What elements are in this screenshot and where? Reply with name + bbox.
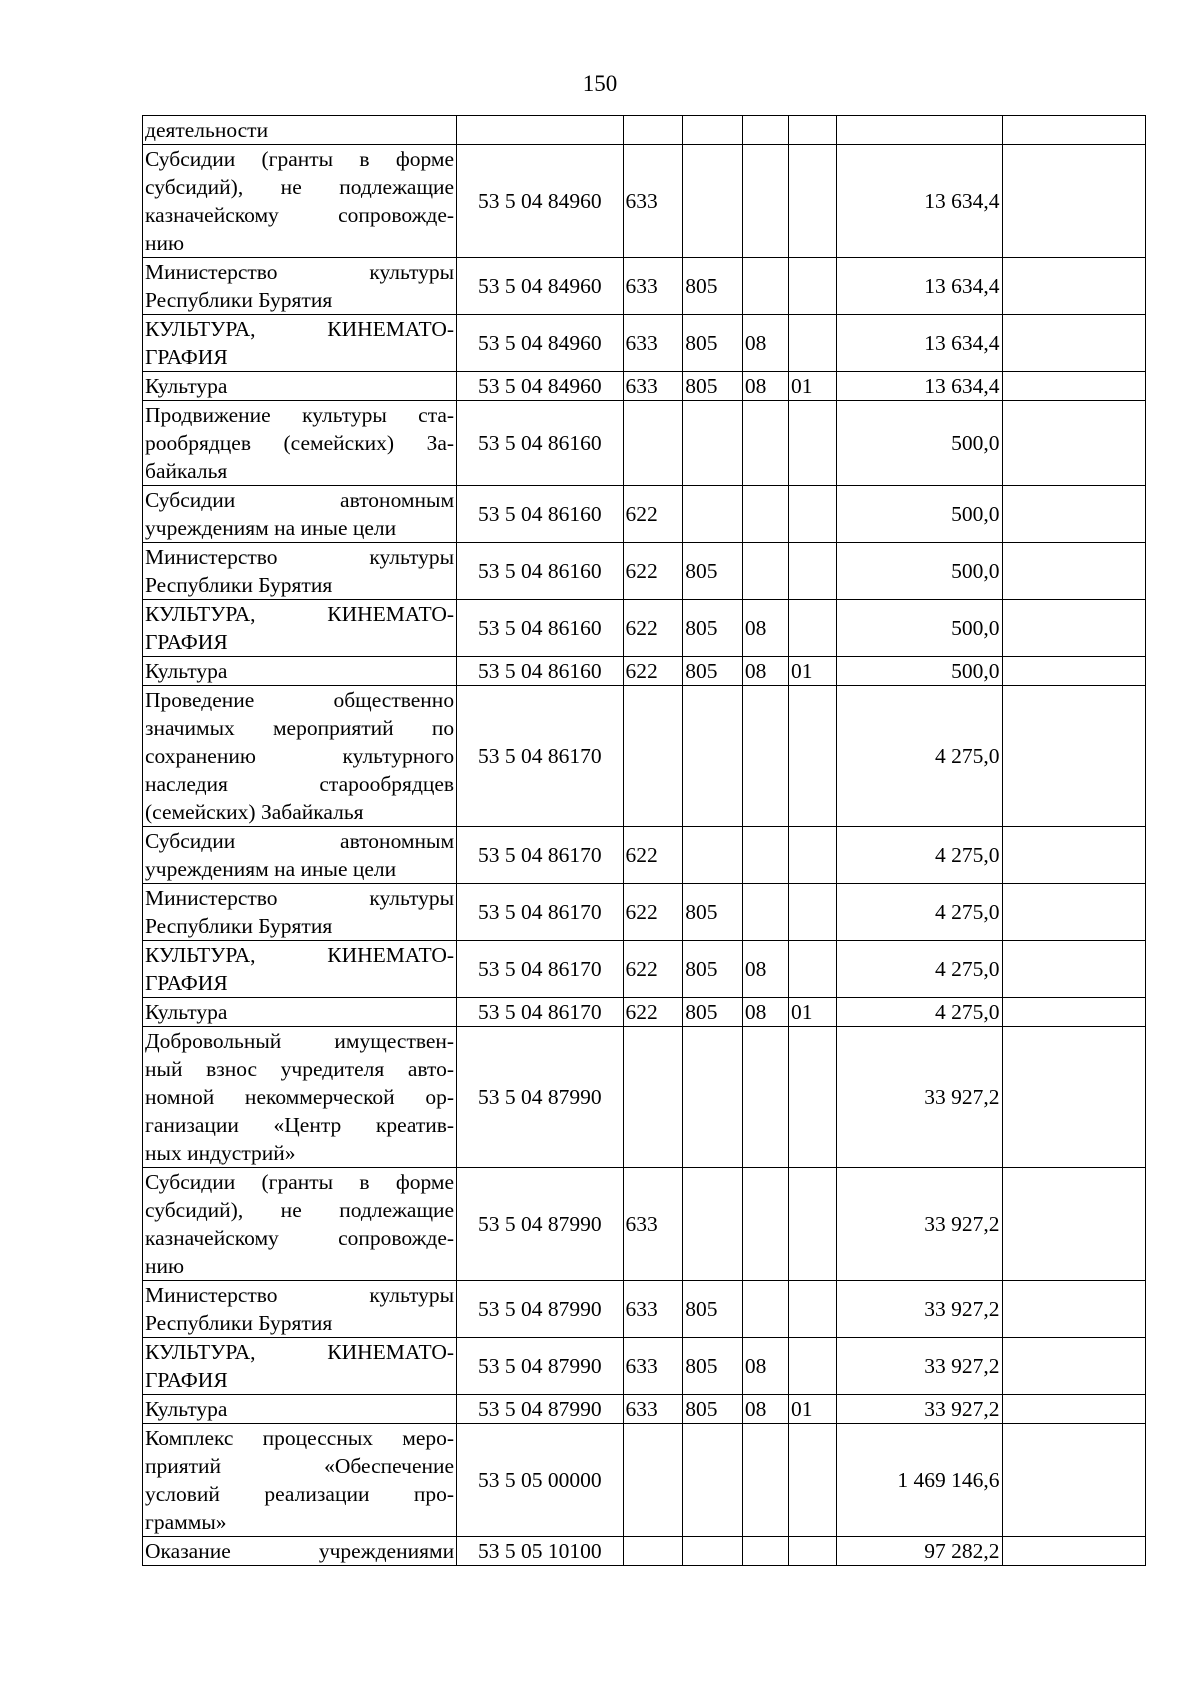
item-name-cell — [143, 543, 457, 600]
amount-cell: 4 275,0 — [837, 941, 1002, 998]
expense-type-cell: 622 — [623, 884, 683, 941]
target-article-cell: 53 5 04 86160 — [457, 543, 623, 600]
section-cell: 08 — [742, 600, 788, 657]
target-article-cell: 53 5 04 86170 — [457, 998, 623, 1027]
extra-cell — [1002, 315, 1146, 372]
section-cell: 08 — [742, 1338, 788, 1395]
subsection-cell — [788, 258, 836, 315]
extra-cell — [1002, 1281, 1146, 1338]
section-cell — [742, 884, 788, 941]
table-row — [143, 1027, 1146, 1168]
item-name-line: Культура — [145, 374, 228, 398]
extra-cell — [1002, 372, 1146, 401]
item-name-line: Культура — [145, 1000, 228, 1024]
target-article-cell: 53 5 04 87990 — [457, 1281, 623, 1338]
subsection-cell: 01 — [788, 998, 836, 1027]
ministry-code-cell: 805 — [683, 884, 743, 941]
item-name-cell — [143, 827, 457, 884]
ministry-code-cell — [683, 686, 743, 827]
subsection-cell — [788, 1338, 836, 1395]
table-row — [143, 486, 1146, 543]
table-row — [143, 543, 1146, 600]
amount-cell: 500,0 — [837, 486, 1002, 543]
item-name-line: ганизации «Центр креатив- — [145, 1113, 455, 1137]
section-cell — [742, 543, 788, 600]
ministry-code-cell: 805 — [683, 372, 743, 401]
extra-cell — [1002, 941, 1146, 998]
item-name-line: Министерство культуры — [145, 1283, 455, 1307]
item-name-cell — [143, 1027, 457, 1168]
ministry-code-cell: 805 — [683, 1338, 743, 1395]
subsection-cell: 01 — [788, 372, 836, 401]
amount-cell — [837, 116, 1002, 145]
ministry-code-cell: 805 — [683, 998, 743, 1027]
subsection-cell — [788, 486, 836, 543]
expense-type-cell: 622 — [623, 941, 683, 998]
item-name-line: субсидий), не подлежащие — [145, 175, 455, 199]
item-name-line: ГРАФИЯ — [145, 345, 228, 369]
extra-cell — [1002, 543, 1146, 600]
target-article-cell: 53 5 04 87990 — [457, 1027, 623, 1168]
item-name-cell — [143, 600, 457, 657]
section-cell — [742, 116, 788, 145]
subsection-cell — [788, 827, 836, 884]
amount-cell: 4 275,0 — [837, 686, 1002, 827]
item-name-cell — [143, 884, 457, 941]
budget-table — [142, 115, 1146, 1566]
extra-cell — [1002, 1338, 1146, 1395]
expense-type-cell: 633 — [623, 258, 683, 315]
amount-cell: 33 927,2 — [837, 1168, 1002, 1281]
amount-cell: 13 634,4 — [837, 372, 1002, 401]
item-name-line: Субсидии (гранты в форме — [145, 1170, 455, 1194]
item-name-line: учреждениям на иные цели — [145, 857, 397, 881]
subsection-cell — [788, 941, 836, 998]
target-article-cell: 53 5 04 84960 — [457, 315, 623, 372]
item-name-line: Субсидии (гранты в форме — [145, 147, 455, 171]
section-cell — [742, 1027, 788, 1168]
section-cell — [742, 1281, 788, 1338]
item-name-cell — [143, 258, 457, 315]
target-article-cell: 53 5 04 86160 — [457, 401, 623, 486]
target-article-cell: 53 5 04 86160 — [457, 657, 623, 686]
item-name-line: сохранению культурного — [145, 744, 455, 768]
expense-type-cell: 633 — [623, 1168, 683, 1281]
item-name-line: рообрядцев (семейских) За- — [145, 431, 455, 455]
extra-cell — [1002, 1027, 1146, 1168]
table-row — [143, 1168, 1146, 1281]
amount-cell: 500,0 — [837, 600, 1002, 657]
subsection-cell — [788, 543, 836, 600]
section-cell — [742, 686, 788, 827]
target-article-cell: 53 5 05 10100 — [457, 1537, 623, 1566]
extra-cell — [1002, 884, 1146, 941]
item-name-cell — [143, 486, 457, 543]
item-name-line: КУЛЬТУРА, КИНЕМАТО- — [145, 317, 455, 341]
amount-cell: 1 469 146,6 — [837, 1424, 1002, 1537]
amount-cell: 13 634,4 — [837, 315, 1002, 372]
table-row — [143, 1395, 1146, 1424]
item-name-cell — [143, 1281, 457, 1338]
item-name-line: Продвижение культуры ста- — [145, 403, 455, 427]
target-article-cell: 53 5 04 84960 — [457, 372, 623, 401]
item-name-line: КУЛЬТУРА, КИНЕМАТО- — [145, 602, 455, 626]
subsection-cell — [788, 315, 836, 372]
target-article-cell: 53 5 04 84960 — [457, 258, 623, 315]
target-article-cell: 53 5 05 00000 — [457, 1424, 623, 1537]
item-name-line: Республики Бурятия — [145, 1311, 333, 1335]
table-row — [143, 372, 1146, 401]
target-article-cell: 53 5 04 87990 — [457, 1168, 623, 1281]
extra-cell — [1002, 827, 1146, 884]
section-cell — [742, 827, 788, 884]
item-name-line: деятельности — [145, 118, 269, 142]
expense-type-cell — [623, 686, 683, 827]
item-name-line: наследия старообрядцев — [145, 772, 455, 796]
item-name-line: учреждениям на иные цели — [145, 516, 397, 540]
section-cell: 08 — [742, 315, 788, 372]
item-name-line: ный взнос учредителя авто- — [145, 1057, 455, 1081]
section-cell — [742, 1537, 788, 1566]
table-row — [143, 258, 1146, 315]
subsection-cell — [788, 600, 836, 657]
item-name-cell — [143, 372, 457, 401]
item-name-line: граммы» — [145, 1510, 227, 1534]
expense-type-cell: 622 — [623, 657, 683, 686]
ministry-code-cell: 805 — [683, 315, 743, 372]
item-name-line: байкалья — [145, 459, 228, 483]
section-cell: 08 — [742, 1395, 788, 1424]
item-name-line: Республики Бурятия — [145, 573, 333, 597]
expense-type-cell: 622 — [623, 998, 683, 1027]
target-article-cell: 53 5 04 86160 — [457, 486, 623, 543]
item-name-line: КУЛЬТУРА, КИНЕМАТО- — [145, 943, 455, 967]
section-cell — [742, 1168, 788, 1281]
item-name-line: Субсидии автономным — [145, 488, 455, 512]
item-name-line: Республики Бурятия — [145, 288, 333, 312]
item-name-cell — [143, 941, 457, 998]
table-row — [143, 1338, 1146, 1395]
extra-cell — [1002, 1537, 1146, 1566]
section-cell — [742, 145, 788, 258]
item-name-line: КУЛЬТУРА, КИНЕМАТО- — [145, 1340, 455, 1364]
expense-type-cell: 633 — [623, 315, 683, 372]
expense-type-cell: 633 — [623, 1395, 683, 1424]
section-cell: 08 — [742, 941, 788, 998]
ministry-code-cell: 805 — [683, 543, 743, 600]
item-name-line: Министерство культуры — [145, 545, 455, 569]
subsection-cell — [788, 686, 836, 827]
subsection-cell — [788, 1537, 836, 1566]
item-name-cell — [143, 686, 457, 827]
extra-cell — [1002, 145, 1146, 258]
target-article-cell — [457, 116, 623, 145]
amount-cell: 4 275,0 — [837, 998, 1002, 1027]
item-name-line: ГРАФИЯ — [145, 971, 228, 995]
ministry-code-cell: 805 — [683, 600, 743, 657]
target-article-cell: 53 5 04 87990 — [457, 1338, 623, 1395]
subsection-cell: 01 — [788, 657, 836, 686]
item-name-line: нию — [145, 231, 185, 255]
item-name-cell — [143, 1537, 457, 1566]
subsection-cell — [788, 145, 836, 258]
amount-cell: 500,0 — [837, 401, 1002, 486]
item-name-line: Оказание учреждениями — [145, 1539, 455, 1563]
ministry-code-cell — [683, 827, 743, 884]
extra-cell — [1002, 1424, 1146, 1537]
item-name-line: Культура — [145, 1397, 228, 1421]
item-name-cell — [143, 116, 457, 145]
extra-cell — [1002, 657, 1146, 686]
item-name-line: ных индустрий» — [145, 1141, 296, 1165]
subsection-cell — [788, 1168, 836, 1281]
table-row — [143, 998, 1146, 1027]
ministry-code-cell — [683, 116, 743, 145]
amount-cell: 97 282,2 — [837, 1537, 1002, 1566]
table-row — [143, 884, 1146, 941]
table-row — [143, 941, 1146, 998]
item-name-line: Республики Бурятия — [145, 914, 333, 938]
table-row — [143, 401, 1146, 486]
amount-cell: 500,0 — [837, 657, 1002, 686]
item-name-line: Министерство культуры — [145, 260, 455, 284]
expense-type-cell: 633 — [623, 1338, 683, 1395]
item-name-line: субсидий), не подлежащие — [145, 1198, 455, 1222]
amount-cell: 33 927,2 — [837, 1281, 1002, 1338]
ministry-code-cell: 805 — [683, 1281, 743, 1338]
subsection-cell — [788, 401, 836, 486]
item-name-line: Культура — [145, 659, 228, 683]
amount-cell: 500,0 — [837, 543, 1002, 600]
expense-type-cell — [623, 1424, 683, 1537]
item-name-line: Субсидии автономным — [145, 829, 455, 853]
item-name-cell — [143, 145, 457, 258]
extra-cell — [1002, 686, 1146, 827]
table-row — [143, 600, 1146, 657]
extra-cell — [1002, 486, 1146, 543]
ministry-code-cell — [683, 145, 743, 258]
table-row — [143, 827, 1146, 884]
extra-cell — [1002, 998, 1146, 1027]
ministry-code-cell — [683, 1537, 743, 1566]
amount-cell: 4 275,0 — [837, 884, 1002, 941]
target-article-cell: 53 5 04 86170 — [457, 884, 623, 941]
item-name-line: Проведение общественно — [145, 688, 455, 712]
item-name-line: значимых мероприятий по — [145, 716, 455, 740]
expense-type-cell: 622 — [623, 600, 683, 657]
expense-type-cell: 622 — [623, 486, 683, 543]
ministry-code-cell: 805 — [683, 1395, 743, 1424]
item-name-line: казначейскому сопровожде- — [145, 203, 455, 227]
table-row — [143, 686, 1146, 827]
table-body — [143, 116, 1146, 1566]
table-row — [143, 657, 1146, 686]
section-cell — [742, 486, 788, 543]
expense-type-cell — [623, 116, 683, 145]
extra-cell — [1002, 116, 1146, 145]
item-name-line: приятий «Обеспечение — [145, 1454, 455, 1478]
amount-cell: 33 927,2 — [837, 1027, 1002, 1168]
table-row — [143, 1537, 1146, 1566]
amount-cell: 13 634,4 — [837, 145, 1002, 258]
item-name-line: Комплекс процессных меро- — [145, 1426, 455, 1450]
item-name-cell — [143, 315, 457, 372]
page-number: 150 — [582, 71, 618, 96]
table-row — [143, 315, 1146, 372]
amount-cell: 33 927,2 — [837, 1395, 1002, 1424]
item-name-line: ГРАФИЯ — [145, 1368, 228, 1392]
section-cell: 08 — [742, 657, 788, 686]
section-cell: 08 — [742, 372, 788, 401]
subsection-cell — [788, 1027, 836, 1168]
item-name-line: условий реализации про- — [145, 1482, 455, 1506]
subsection-cell — [788, 116, 836, 145]
target-article-cell: 53 5 04 84960 — [457, 145, 623, 258]
target-article-cell: 53 5 04 87990 — [457, 1395, 623, 1424]
item-name-cell — [143, 1395, 457, 1424]
expense-type-cell: 622 — [623, 827, 683, 884]
extra-cell — [1002, 1395, 1146, 1424]
item-name-line: Добровольный имуществен- — [145, 1029, 455, 1053]
table-row — [143, 116, 1146, 145]
expense-type-cell — [623, 1537, 683, 1566]
section-cell — [742, 258, 788, 315]
section-cell: 08 — [742, 998, 788, 1027]
section-cell — [742, 1424, 788, 1537]
target-article-cell: 53 5 04 86170 — [457, 686, 623, 827]
ministry-code-cell — [683, 486, 743, 543]
expense-type-cell — [623, 401, 683, 486]
subsection-cell: 01 — [788, 1395, 836, 1424]
amount-cell: 13 634,4 — [837, 258, 1002, 315]
ministry-code-cell — [683, 1027, 743, 1168]
item-name-line: Министерство культуры — [145, 886, 455, 910]
subsection-cell — [788, 884, 836, 941]
item-name-cell — [143, 1338, 457, 1395]
table-row — [143, 1424, 1146, 1537]
item-name-line: (семейских) Забайкалья — [145, 800, 364, 824]
expense-type-cell: 633 — [623, 1281, 683, 1338]
item-name-line: ГРАФИЯ — [145, 630, 228, 654]
item-name-cell — [143, 1168, 457, 1281]
item-name-cell — [143, 401, 457, 486]
expense-type-cell: 633 — [623, 145, 683, 258]
expense-type-cell: 622 — [623, 543, 683, 600]
subsection-cell — [788, 1424, 836, 1537]
item-name-cell — [143, 998, 457, 1027]
target-article-cell: 53 5 04 86170 — [457, 827, 623, 884]
item-name-cell — [143, 657, 457, 686]
item-name-line: нию — [145, 1254, 185, 1278]
amount-cell: 4 275,0 — [837, 827, 1002, 884]
target-article-cell: 53 5 04 86160 — [457, 600, 623, 657]
extra-cell — [1002, 401, 1146, 486]
item-name-cell — [143, 1424, 457, 1537]
ministry-code-cell — [683, 1168, 743, 1281]
expense-type-cell — [623, 1027, 683, 1168]
item-name-line: номной некоммерческой ор- — [145, 1085, 455, 1109]
amount-cell: 33 927,2 — [837, 1338, 1002, 1395]
ministry-code-cell — [683, 401, 743, 486]
extra-cell — [1002, 600, 1146, 657]
section-cell — [742, 401, 788, 486]
item-name-line: казначейскому сопровожде- — [145, 1226, 455, 1250]
ministry-code-cell: 805 — [683, 258, 743, 315]
extra-cell — [1002, 1168, 1146, 1281]
table-row — [143, 145, 1146, 258]
target-article-cell: 53 5 04 86170 — [457, 941, 623, 998]
subsection-cell — [788, 1281, 836, 1338]
extra-cell — [1002, 258, 1146, 315]
ministry-code-cell: 805 — [683, 657, 743, 686]
table-row — [143, 1281, 1146, 1338]
ministry-code-cell: 805 — [683, 941, 743, 998]
ministry-code-cell — [683, 1424, 743, 1537]
expense-type-cell: 633 — [623, 372, 683, 401]
